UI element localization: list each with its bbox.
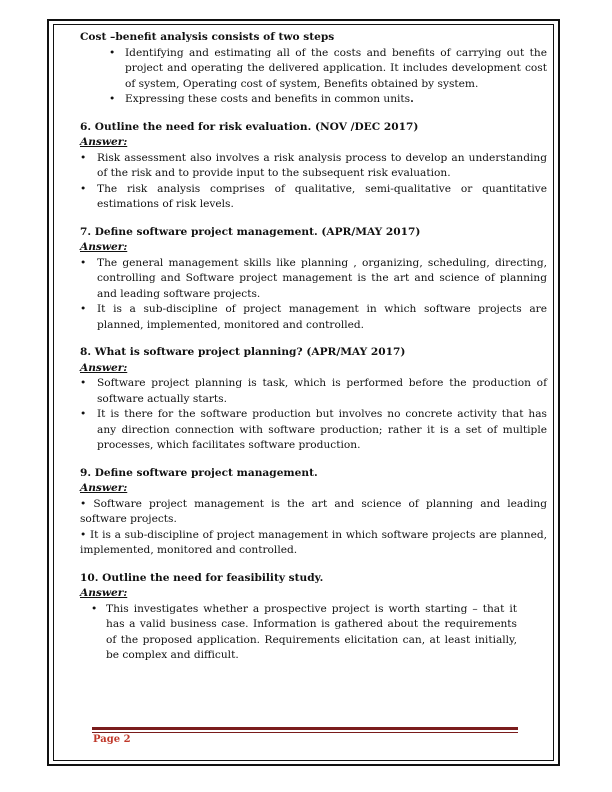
question-6 — [80, 120, 547, 213]
paragraph: • Software project management is the art and science of planning and leading software projects. — [80, 497, 547, 525]
question-10-title: 10. Outline the need for feasibility study. — [80, 571, 324, 584]
paragraph: • It is a sub-discipline of project management in which software projects are planned, implemented, monitored and controlled. — [80, 528, 547, 556]
answer-label: Answer: — [80, 361, 128, 374]
list-item: • It is a sub-discipline of project management in which software projects are planned, implemented, monitored and controlled. — [80, 302, 547, 333]
question-7-list — [80, 256, 547, 334]
page-number: Page 2 — [93, 734, 131, 745]
intro-heading: Cost –benefit analysis consists of two steps — [80, 31, 335, 43]
intro-list — [80, 46, 547, 108]
list-item: • The risk analysis comprises of qualitative, semi-qualitative or quantitative estimations of risk levels. — [80, 182, 547, 213]
question-9-title: 9. Define software project management. — [80, 466, 318, 479]
question-6-list — [80, 151, 547, 213]
question-7 — [80, 225, 547, 334]
question-8 — [80, 345, 547, 454]
list-item: • This investigates whether a prospective project is worth starting – that it has a valid business case. Information is gathered about the requirements of the proposed application. Requirements elicitation can, at least initially, be complex and difficult. — [80, 602, 517, 664]
footer-rule-thin — [92, 732, 518, 733]
list-item: • It is there for the software production but involves no concrete activity that has any direction connection with software production; rather it is a set of multiple processes, which facilitates software production. — [80, 407, 547, 454]
question-6-title: 6. Outline the need for risk evaluation. (NOV /DEC 2017) — [80, 120, 419, 133]
list-item-visible: Expressing these costs and benefits in common units. — [125, 93, 414, 105]
document-body — [80, 30, 547, 676]
question-10-list — [80, 602, 547, 664]
question-7-title: 7. Define software project management. (APR/MAY 2017) — [80, 225, 421, 238]
list-item: • Risk assessment also involves a risk analysis process to develop an understanding of the risk and to provide input to the subsequent risk evaluation. — [80, 151, 547, 182]
answer-label: Answer: — [80, 136, 128, 148]
list-item — [80, 92, 547, 108]
intro-section — [80, 30, 547, 108]
question-10 — [80, 571, 547, 664]
answer-label: Answer: — [80, 241, 128, 253]
question-8-title: 8. What is software project planning? (APR/MAY 2017) — [80, 346, 406, 358]
list-item: • Software project planning is task, which is performed before the production of software actually starts. — [80, 376, 547, 407]
list-item: • The general management skills like planning , organizing, scheduling, directing, controlling and Software project management is the art and science of planning and leading software projects. — [80, 256, 547, 303]
question-9 — [80, 466, 547, 559]
footer-rule-thick — [92, 727, 518, 730]
answer-label: Answer: — [80, 482, 128, 494]
answer-label: Answer: — [80, 587, 128, 599]
list-item: • Identifying and estimating all of the costs and benefits of carrying out the project and operating the delivered application. It includes development cost of system, Operating cost of system, Benefits obtained by system. — [80, 46, 547, 93]
question-8-list — [80, 376, 547, 454]
